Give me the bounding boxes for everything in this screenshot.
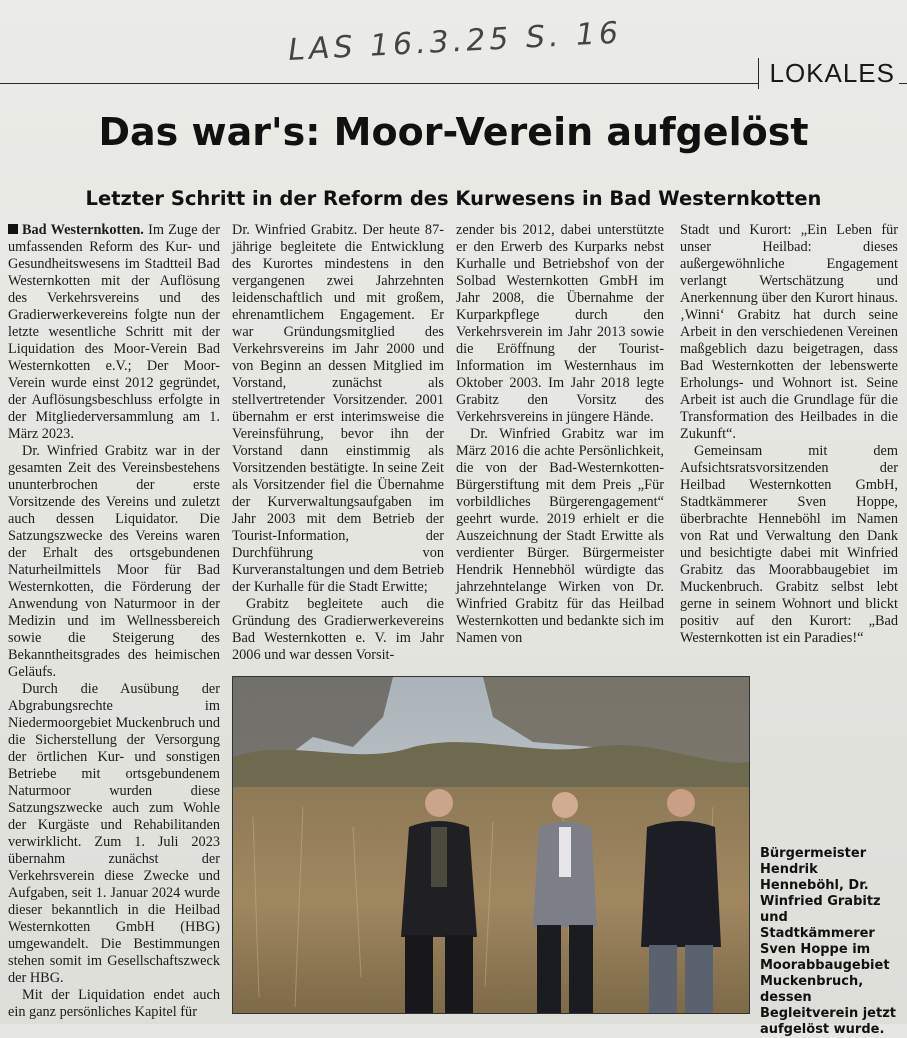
photo-illustration [233,677,749,1013]
article-paragraph: Dr. Winfried Grabitz war in der gesamten Zeit des Vereinsbestehens ununterbrochen der erste Vorsitzende des Vereins und zuletzt auch dessen Liquidator. Die Satzungszwecke des Vereins waren der Erhalt des ortsgebundenen Naturheilmittels Moor für Bad Westernkotten, die Förderung der Anwendung von Naturmoor in der Medizin und im Wellnessbereich sowie die Steigerung des Bekanntheitsgrades des heimischen Geläufs. [8,443,220,680]
article-paragraph: Grabitz begleitete auch die Gründung des Gradierwerkevereins Bad Westernkotten e. V. im Jahr 2006 und war dessen Vorsit- [232,596,444,663]
article-paragraph: Gemeinsam mit dem Aufsichtsratsvorsitzenden der Heilbad Westernkotten GmbH, Stadtkämmerer Sven Hoppe, überbrachte Henneböhl im Namen von Rat und Verwaltung den Dank und besichtigte dabei mit Winfried Grabitz das Moorabbaugebiet im Muckenbruch. Grabitz selbst lebt gerne in seinem Wohnort und blickt positiv auf den Kurort: „Bad Westernkotten ist ein Paradies!“ [680,443,898,646]
article-paragraph: Dr. Winfried Grabitz. Der heute 87-jährige begleitete die Entwicklung des Kurortes mindestens in den vergangenen zwei Jahrzehnten leidenschaftlich und mit großem, ehrenamtlichem Engagement. Er war Gründungsmitglied des Verkehrsvereins im Jahr 2000 und von Beginn an dessen Mitglied im Vorstand, zunächst als stellvertretender Vorsitzender. 2001 übernahm er erst interimsweise die Vereinsführung, bevor ihn der Vorstand dann einstimmig als Vorsitzenden bestätigte. In seine Zeit als Vorsitzender fiel die Übernahme der Kurverwaltungsaufgaben im Jahr 2003 mit dem Betrieb der Tourist-Information, der Durchführung von Kurveranstaltungen und dem Betrieb der Kurhalle für die Stadt Erwitte; [232,222,444,595]
article-column-1 [8,222,220,1018]
article-column-4 [680,222,898,652]
article-paragraph: Dr. Winfried Grabitz war im März 2016 die achte Persönlichkeit, die von der Bad-Westernkotten-Bürgerstiftung mit dem Preis „Für vorbildliches Bürgerengagement“ geehrt wurde. 2019 erhielt er die Auszeichnung der Stadt Erwitte als verdienter Bürger. Bürgermeister Hendrik Hennebhöl würdigte das jahrzehntelange Wirken von Dr. Winfried Grabitz für das Heilbad Westernkotten und bedankte sich im Namen von [456,426,664,646]
article-paragraph [8,222,220,443]
paragraph-text: Im Zuge der umfassenden Reform des Kur- und Gesundheitswesens im Stadtteil Bad Westernkotten mit der Auflösung des Verkehrsvereins und des Gradierwerkevereins folgte nun der letzte wesentliche Schritt mit der Liquidation des Moor-Verein Bad Westernkotten e.V.; Der Moor-Verein wurde einst 2012 gegründet, der Auflösungsbeschluss erfolgte in der Mitgliederversammlung am 1. März 2023. [8,222,220,442]
article-column-3 [456,222,664,652]
article-paragraph: Mit der Liquidation endet auch ein ganz persönliches Kapitel für [8,987,220,1020]
handwritten-note: LAS 16.3.25 S. 16 [287,15,623,68]
article-column-2 [232,222,444,663]
dateline: Bad Westernkotten. [22,222,144,238]
article-photo [232,676,750,1014]
article-subheadline: Letzter Schritt in der Reform des Kurwesens in Bad Westernkotten [85,187,822,210]
bullet-square-icon [8,224,18,234]
article-paragraph: Stadt und Kurort: „Ein Leben für unser Heilbad: dieses außergewöhnliche Engagement verlangt Wertschätzung und Anerkennung über den Kurort hinaus. ‚Winni‘ Grabitz hat durch seine Arbeit in den verschiedenen Vereinen maßgeblich dazu beigetragen, dass Bad Westernkotten der lebenswerte Erholungs- und Wohnort ist. Seine Arbeit ist auch die Grundlage für die Transformation des Heilbades in die Zukunft“. [680,222,898,442]
photo-caption: Bürgermeister Hendrik Henneböhl, Dr. Winfried Grabitz und Stadtkämmerer Sven Hoppe im Moorabbaugebiet Muckenbruch, dessen Begleitverein jetzt aufgelöst wurde. [760,846,896,1037]
article-paragraph: zender bis 2012, dabei unterstützte er den Erwerb des Kurparks nebst Kurhalle und Betriebshof von der Solbad Westernkotten GmbH im Jahr 2008, die Übernahme der Kurparkpflege durch den Verkehrsverein im Jahr 2013 sowie die Eröffnung der Tourist-Information im Westernhaus im Oktober 2003. Im Jahr 2018 legte Grabitz den Vorsitz des Verkehrsvereins in jüngere Hände. [456,222,664,425]
article-paragraph: Durch die Ausübung der Abgrabungsrechte im Niedermoorgebiet Muckenbruch und die Sicherstellung der Versorgung der örtlichen Kur- und sonstigen Betriebe mit ortsgebundenem Naturmoor wurden diese Satzungszwecke auch zum Wohle der Kurgäste und Rehabilitanden verwirklicht. Zum 1. Juli 2023 übernahm zunächst der Verkehrsverein diese Zwecke und Aufgaben, seit 1. Januar 2024 wurde dieser bekanntlich in die Heilbad Westernkotten GmbH (HBG) umgewandelt. Die Bestimmungen stehen somit im Gesellschaftszweck der HBG. [8,681,220,986]
article-headline: Das war's: Moor-Verein aufgelöst [98,110,809,154]
section-rubric: LOKALES [758,58,899,89]
